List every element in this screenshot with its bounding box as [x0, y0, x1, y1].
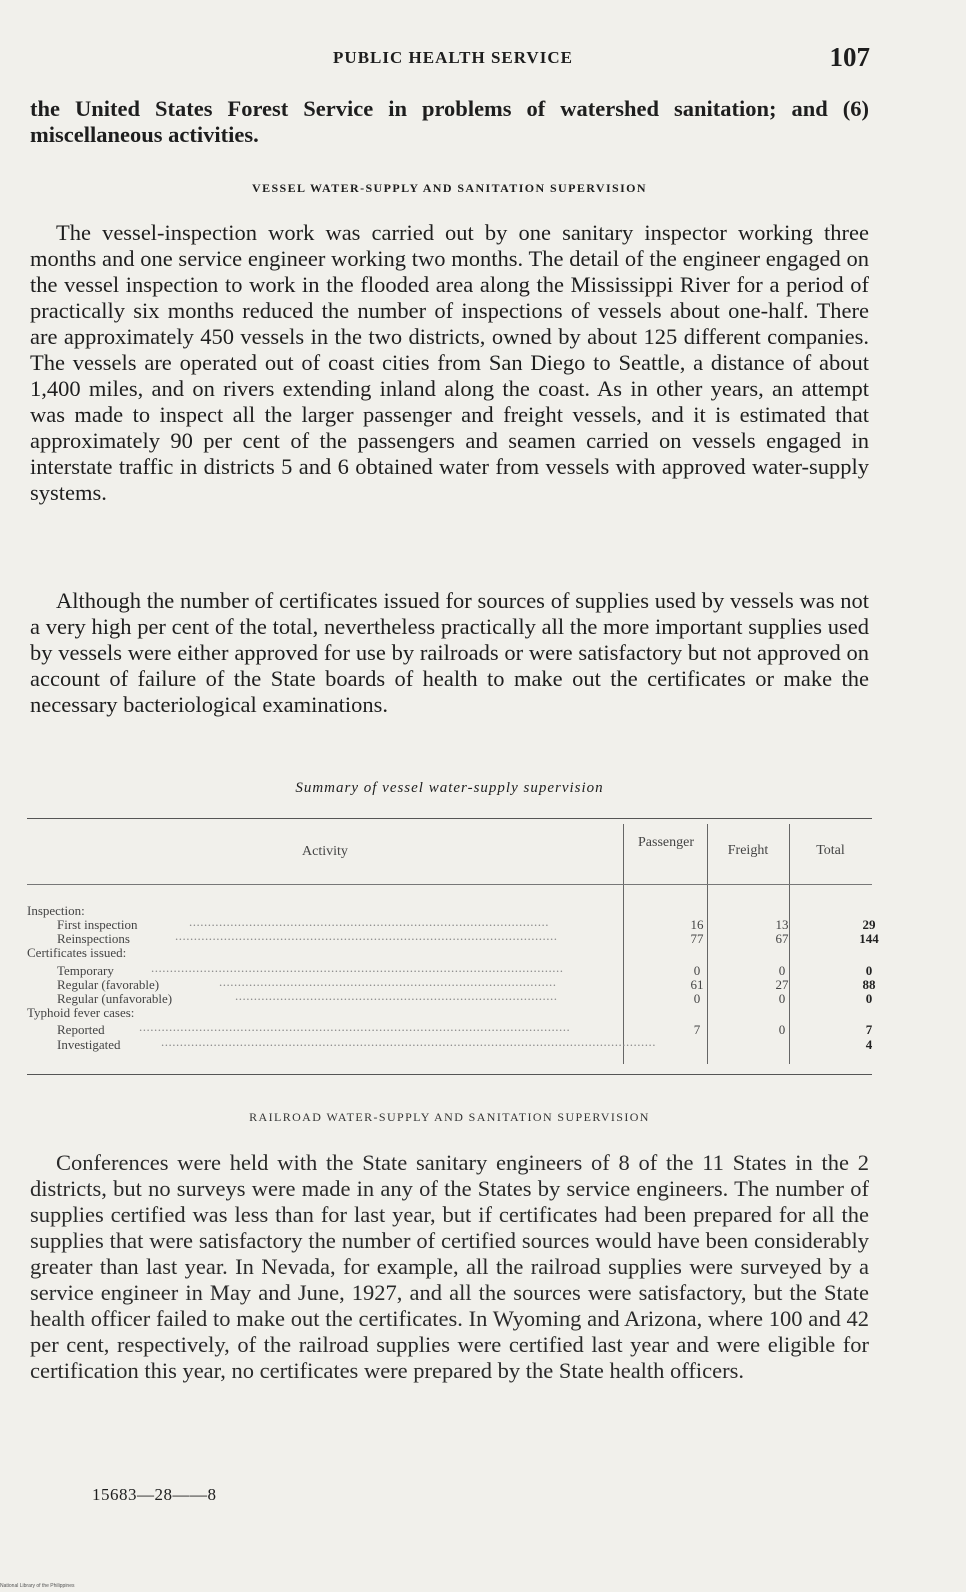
row-label: Regular (favorable): [57, 977, 160, 992]
column-header-total: Total: [816, 843, 845, 858]
cell-freight: 0: [778, 1022, 786, 1037]
cell-total: 4: [865, 1037, 873, 1052]
cell-passenger: 0: [693, 963, 701, 978]
table-row: [27, 1006, 872, 1019]
cell-freight: 0: [778, 963, 786, 978]
row-label: Regular (unfavorable): [57, 991, 173, 1006]
cell-total: 88: [862, 977, 876, 992]
table-row: Reported ................................................................................................................... 7 0 7: [27, 1023, 872, 1036]
column-header-freight: Freight: [727, 843, 769, 858]
summary-table: [27, 818, 879, 1078]
table-top-rule: [27, 818, 872, 819]
column-header-activity: Activity: [302, 844, 348, 859]
column-header-passenger: Passenger: [638, 835, 694, 850]
cell-freight: 13: [775, 917, 789, 932]
table-row: Regular (unfavorable) ...................................................................................... 0 0 0: [27, 992, 872, 1005]
cell-total: 0: [865, 991, 873, 1006]
section-heading-vessel: VESSEL WATER-SUPPLY AND SANITATION SUPERVISION: [252, 181, 647, 195]
table-row: Temporary .............................................................................................................. 0 0 0: [27, 964, 872, 977]
row-label: Certificates issued:: [27, 945, 127, 960]
cell-passenger: 61: [690, 977, 704, 992]
cell-freight: 67: [775, 931, 789, 946]
page-number: 107: [829, 42, 870, 72]
cell-freight: 27: [775, 977, 789, 992]
cell-total: 0: [865, 963, 873, 978]
table-row: Investigated .................................................................................................................................... 4: [27, 1038, 872, 1051]
row-label: Reinspections: [57, 931, 130, 946]
paragraph-railroad-conferences: Conferences were held with the State sanitary engineers of 8 of the 11 States in the 2 districts, but no surveys were made in any of the States by service engineers. The number of supplies certified was less than for last year, but if certificates had been prepared for all the supplies that were satisfactory the number of certified sources would have been considerably greater than last year. In Nevada, for example, all the railroad supplies were surveyed by a service engineer in May and June, 1927, and all the sources were satisfactory, but the State health officer failed to make out the certificates. In Wyoming and Arizona, where 100 and 42 per cent, respectively, of the railroad supplies were certified last year and were eligible for certification this year, no certificates were prepared by the State health officers.: [30, 1150, 869, 1383]
cell-passenger: 16: [690, 917, 704, 932]
table-row: [27, 946, 872, 959]
cell-passenger: 7: [693, 1022, 701, 1037]
table-row: First inspection ................................................................................................ 16 13 29: [27, 918, 872, 931]
cell-passenger: 77: [690, 931, 704, 946]
row-label: Temporary: [57, 963, 114, 978]
row-label: Reported: [57, 1022, 105, 1037]
cell-passenger: 0: [693, 991, 701, 1006]
table-caption: Summary of vessel water-supply supervision: [295, 780, 604, 796]
table-header-rule: [27, 884, 872, 885]
library-imprint: National Library of the Philippines: [0, 1583, 75, 1589]
table-bottom-rule: [27, 1074, 872, 1075]
intro-paragraph: the United States Forest Service in problems of watershed sanitation; and (6) miscellaneous activities.: [30, 96, 869, 147]
cell-freight: 0: [778, 991, 786, 1006]
row-label: Investigated: [57, 1037, 121, 1052]
row-label: Inspection:: [27, 903, 85, 918]
row-label: First inspection: [57, 917, 138, 932]
cell-total: 144: [859, 931, 879, 946]
printer-signature: 15683—28——8: [92, 1485, 217, 1504]
paragraph-certificates: Although the number of certificates issued for sources of supplies used by vessels was not a very high per cent of the total, nevertheless practically all the more important supplies used by vessels were either approved for use by railroads or were satisfactory but not approved on account of failure of the State boards of health to make out the certificates or make the necessary bacteriological examinations.: [30, 588, 869, 717]
cell-total: 29: [862, 917, 876, 932]
cell-total: 7: [865, 1022, 873, 1037]
running-title: PUBLIC HEALTH SERVICE: [333, 48, 573, 67]
row-label: Typhoid fever cases:: [27, 1005, 135, 1020]
section-heading-railroad: RAILROAD WATER-SUPPLY AND SANITATION SUPERVISION: [249, 1110, 650, 1124]
table-row: Regular (favorable) .......................................................................................... 61 27 88: [27, 978, 872, 991]
table-row: Reinspections ...................................................................................................... 77 67 144: [27, 932, 872, 945]
paragraph-vessel-inspection: The vessel-inspection work was carried out by one sanitary inspector working three months and one service engineer working two months. The detail of the engineer engaged on the vessel inspection to work in the flooded area along the Mississippi River for a period of practically six months reduced the number of inspections of vessels about one-half. There are approximately 450 vessels in the two districts, owned by about 125 different companies. The vessels are operated out of coast cities from San Diego to Seattle, a distance of about 1,400 miles, and on rivers extending inland along the coast. As in other years, an attempt was made to inspect all the larger passenger and freight vessels, and it is estimated that approximately 90 per cent of the passengers and seamen carried on vessels engaged in interstate traffic in districts 5 and 6 obtained water from vessels with approved water-supply systems.: [30, 220, 869, 505]
